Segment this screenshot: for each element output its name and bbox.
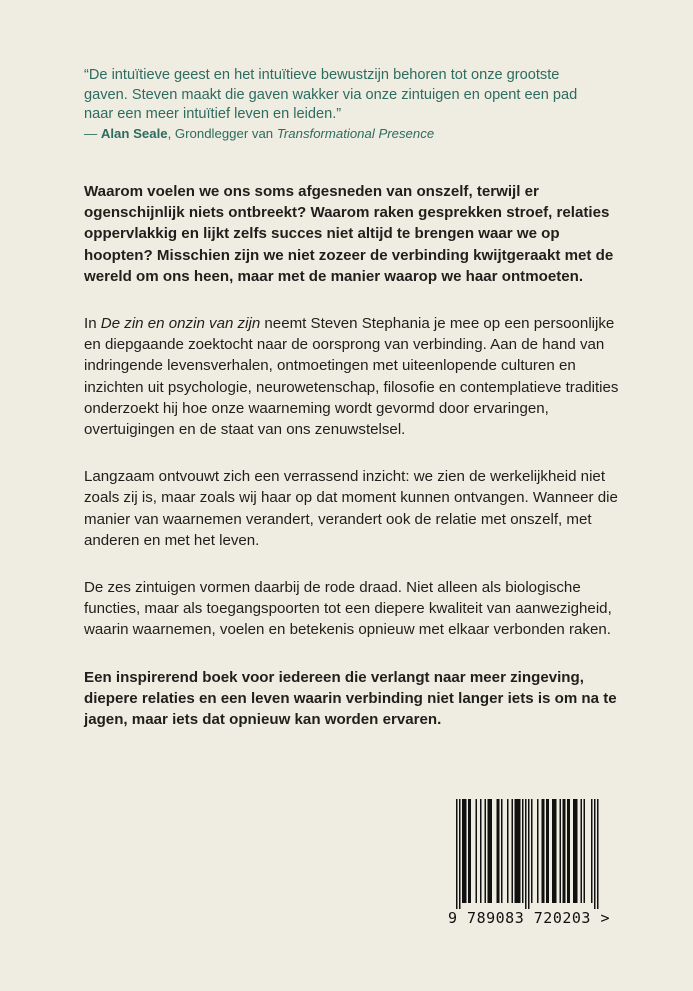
barcode-bar <box>581 799 583 903</box>
barcode-digits <box>448 909 611 927</box>
barcode-bar <box>476 799 478 903</box>
barcode-bar <box>491 799 493 903</box>
barcode-bar <box>518 799 520 903</box>
barcode-bar <box>456 799 458 909</box>
barcode-bar <box>519 799 521 903</box>
book-description <box>84 181 624 730</box>
attribution-dash: — <box>84 125 101 141</box>
barcode-bar <box>552 799 554 903</box>
barcode-bar <box>563 799 565 903</box>
endorsement-quote <box>84 66 604 143</box>
barcode-bar <box>459 799 461 909</box>
barcode-bar <box>555 799 557 903</box>
quote-text: “De intuïtieve geest en het intuïtieve bewustzijn behoren tot onze grootste gaven. Steven maakt die gaven wakker via onze zintuigen en opent een pad naar een meer intuïtief leven en leiden.” <box>84 67 578 123</box>
paragraph-4: De zes zintuigen vormen daarbij de rode draad. Niet alleen als biologische functies, maar als toegangspoorten tot een diepere kwaliteit van aanwezigheid, waarin waarnemen, voelen en betekenis opnieuw met elkaar verbonden raken. <box>84 579 612 639</box>
barcode-bar <box>498 799 500 903</box>
barcode-bar <box>584 799 586 903</box>
paragraph-3: Langzaam ontvouwt zich een verrassend inzicht: we zien de werkelijkheid niet zoals zij is, maar zoals wij haar op dat moment kunnen ontvangen. Wanneer die manier van waarnemen verandert, verandert ook de relatie met onszelf, met anderen en met het leven. <box>84 468 618 549</box>
barcode-bar <box>522 799 524 903</box>
barcode-bar <box>516 799 518 903</box>
barcode-bar <box>594 799 596 909</box>
barcode-bar <box>488 799 490 903</box>
attribution-role-title: Transformational Presence <box>276 125 435 141</box>
barcode-bar <box>537 799 539 903</box>
barcode-bar <box>489 799 491 903</box>
barcode-bar <box>564 799 566 903</box>
quote-attribution <box>84 125 604 143</box>
isbn-barcode <box>448 797 611 940</box>
barcode-bar <box>542 799 544 903</box>
barcode-bar <box>546 799 548 903</box>
barcode-bar <box>464 799 466 903</box>
barcode-bar <box>470 799 472 903</box>
closing-paragraph: Een inspirerend boek voor iedereen die verlangt naar meer zingeving, diepere relaties en een leven waarin verbinding niet langer iets is om na te jagen, maar iets dat opnieuw kan worden ervaren. <box>84 668 617 729</box>
barcode-bar <box>567 799 569 903</box>
barcode-bar <box>515 799 517 903</box>
barcode-bar <box>465 799 467 903</box>
barcode-bar <box>576 799 578 903</box>
barcode-bar <box>480 799 482 903</box>
barcode-bar <box>528 799 530 909</box>
barcode-bar <box>462 799 464 903</box>
p2-prefix: In <box>84 315 101 333</box>
barcode-bar <box>573 799 575 903</box>
barcode-bars <box>448 797 606 909</box>
barcode-quiet-zone-marker: > <box>600 909 611 927</box>
barcode-bar <box>548 799 550 903</box>
barcode-bar <box>525 799 527 909</box>
barcode-bar <box>497 799 499 903</box>
barcode-bar <box>560 799 562 903</box>
attribution-role: , Grondlegger van <box>167 125 277 141</box>
barcode-bar <box>597 799 599 909</box>
barcode-bar <box>591 799 593 903</box>
barcode-bar <box>575 799 577 903</box>
barcode-number: 9 789083 720203 <box>448 909 591 927</box>
barcode-bar <box>543 799 545 903</box>
barcode-bar <box>512 799 514 903</box>
barcode-bar <box>507 799 509 903</box>
barcode-bar <box>485 799 487 903</box>
intro-paragraph: Waarom voelen we ons soms afgesneden van onszelf, terwijl er ogenschijnlijk niets ontbreekt? Waarom raken gesprekken stroef, relaties oppervlakkig en lijkt zelfs succes niet altijd te brengen waar we op hoopten? Misschien zijn we niet zozeer de verbinding kwijtgeraakt met de wereld om ons heen, maar met de manier waarop we haar ontmoeten. <box>84 183 614 285</box>
book-title: De zin en onzin van zijn <box>100 315 261 333</box>
barcode-bar <box>468 799 470 903</box>
attribution-author: Alan Seale <box>100 125 168 141</box>
barcode-bar <box>531 799 533 903</box>
barcode-bar <box>501 799 503 903</box>
barcode-bar <box>554 799 556 903</box>
paragraph-2 <box>84 313 624 440</box>
p2-rest: neemt Steven Stephania je mee op een persoonlijke en diepgaande zoektocht naar de oorsprong van verbinding. Aan de hand van indringende levensverhalen, ontmoetingen met uiteenlopende culturen en inzichten uit psychologie, neurowetenschap, filosofie en contemplatieve tradities onderzoekt hij hoe onze waarneming wordt gevormd door ervaringen, overtuigingen en de staat van ons zenuwstelsel. <box>84 315 619 439</box>
barcode-bar <box>569 799 571 903</box>
